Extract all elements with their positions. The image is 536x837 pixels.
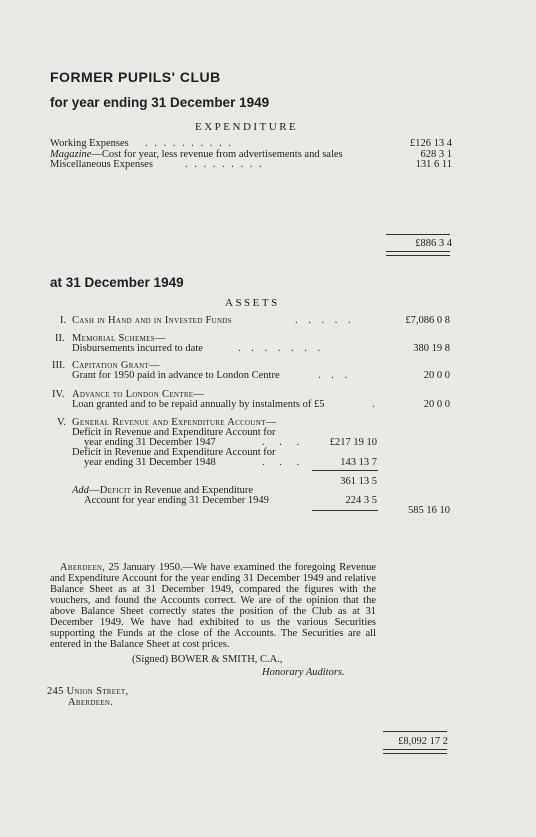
expenditure-item-amount: 628 3 1 [420,149,452,160]
grand-total-double-rule [383,749,447,754]
add-deficit-line2: Account for year ending 31 December 1949 [84,495,269,506]
club-title: FORMER PUPILS' CLUB [50,69,221,85]
add-text: in Revenue and Expenditure [133,485,254,496]
asset-amount: 20 0 0 [423,370,450,381]
auditor-role: Honorary Auditors. [262,667,345,678]
add-title: —Deficit [88,485,132,496]
asset-title: Cash in Hand and in Invested Funds [72,315,232,326]
asset-title: Advance to London Centre— [72,389,205,400]
magazine-desc: —Cost for year, less revenue from advertisements and sales [91,149,343,160]
add-label: Add [72,485,89,496]
deficit-1948-amount: 143 13 7 [340,457,377,468]
deficit-subtotal: 361 13 5 [340,476,377,487]
asset-title: Capitation Grant— [72,360,160,371]
audit-text: , 25 January 1950.—We have examined the foregoing Revenue and Expenditure Account for the year ending 31 December 1949 and relative Balance Sheet as at 31 December 1949, compared the figures with the vouchers, and found the Accounts correct. We are of the opinion that the above Balance Sheet correctly states the position of the Club as at 31 December 1949. We have had exhibited to us the various Securities supporting the Funds at the close of the Accounts. The Securities are all entered in the Balance Sheet at cost prices. [50,562,376,650]
expenditure-item-label: Working Expenses [50,138,129,149]
expenditure-heading: EXPENDITURE [195,121,299,133]
audit-paragraph [50,562,376,650]
magazine-label: Magazine [50,149,92,160]
grand-total-rule [383,731,447,732]
asset-amount: 380 19 8 [413,343,450,354]
leader-dots: . . . . . . . . . [185,159,264,170]
total-double-rule [386,251,450,256]
subtotal-rule [312,470,378,471]
leader-dots: . . . . . . . [238,343,325,354]
asset-numeral: V. [57,417,66,428]
assets-heading: ASSETS [225,297,280,309]
deficit-1947-line2: year ending 31 December 1947 [84,437,216,448]
audit-place: Aberdeen [60,562,103,573]
leader-dots: . . . [262,437,306,448]
asset-line: Grant for 1950 paid in advance to London Centre [72,370,280,381]
deficit-1947-amount: £217 19 10 [329,437,377,448]
asset-title: Memorial Schemes— [72,333,166,344]
balance-heading: at 31 December 1949 [50,275,184,290]
grand-total: £8,092 17 2 [398,736,448,747]
expenditure-item-label: Miscellaneous Expenses [50,159,153,170]
leader-dots: . . . . . [295,315,355,326]
asset-numeral: IV. [52,389,65,400]
leader-dots: . [372,399,375,410]
asset-numeral: II. [55,333,65,344]
asset-line: Disbursements incurred to date [72,343,203,354]
deficit-1948-line1: Deficit in Revenue and Expenditure Account for [72,447,276,458]
asset-amount: £7,086 0 8 [405,315,450,326]
asset-title: General Revenue and Expenditure Account— [72,417,277,428]
total-rule [386,234,450,235]
asset-line: Loan granted and to be repaid annually by instalments of £5 [72,399,325,410]
leader-dots: . . . [318,370,352,381]
auditor-signature: (Signed) BOWER & SMITH, C.A., [132,654,283,665]
asset-numeral: I. [60,315,67,326]
expenditure-total: £886 3 4 [415,238,452,249]
add-deficit-amount: 224 3 5 [345,495,377,506]
general-account-net: 585 16 10 [408,505,450,516]
leader-dots: . . . . . . . . . . [145,138,233,149]
asset-amount: 20 0 0 [423,399,450,410]
deficit-1947-line1: Deficit in Revenue and Expenditure Account for [72,427,276,438]
expenditure-item-amount: 131 6 11 [415,159,452,170]
asset-numeral: III. [52,360,66,371]
address-line2: Aberdeen. [68,697,114,708]
leader-dots: . . . [262,457,306,468]
expenditure-item-amount: £126 13 4 [410,138,452,149]
address-line1: 245 Union Street, [47,686,129,697]
net-rule [312,510,378,511]
period-heading: for year ending 31 December 1949 [50,95,270,110]
deficit-1948-line2: year ending 31 December 1948 [84,457,216,468]
